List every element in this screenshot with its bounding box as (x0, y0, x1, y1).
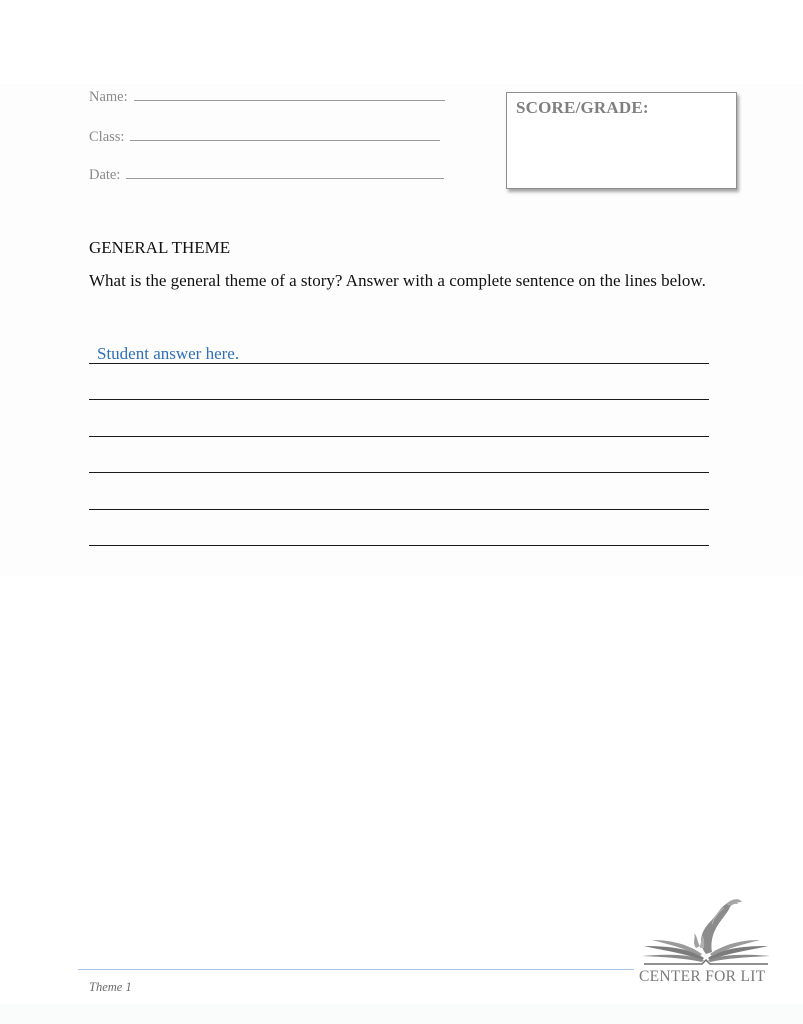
name-field[interactable] (89, 89, 445, 106)
answer-line[interactable] (89, 437, 709, 474)
student-answer-text[interactable]: Student answer here. (97, 343, 240, 363)
name-blank-line[interactable] (134, 99, 445, 101)
score-grade-box[interactable] (506, 92, 737, 189)
pelican-book-icon (640, 896, 772, 968)
section-heading: GENERAL THEME (89, 238, 231, 257)
score-grade-title: SCORE/GRADE: (516, 98, 649, 117)
answer-line[interactable] (89, 340, 709, 364)
answer-line[interactable] (89, 364, 709, 401)
answer-line[interactable] (89, 400, 709, 437)
logo-text: CENTER FOR LIT (639, 968, 766, 985)
answer-line[interactable] (89, 510, 709, 547)
class-label: Class: (89, 129, 125, 145)
page-bottom-band (0, 1004, 803, 1024)
center-for-lit-logo (636, 896, 776, 988)
answer-line[interactable] (89, 473, 709, 510)
class-field[interactable] (89, 129, 440, 146)
date-label: Date: (89, 167, 121, 183)
date-field[interactable] (89, 167, 444, 184)
answer-area[interactable] (89, 340, 709, 546)
footer-page-label: Theme 1 (89, 980, 132, 994)
date-blank-line[interactable] (126, 177, 444, 179)
class-blank-line[interactable] (130, 139, 440, 141)
question-text: What is the general theme of a story? Answer with a complete sentence on the lines below. (89, 271, 706, 290)
name-label: Name: (89, 89, 128, 105)
footer-divider (78, 969, 634, 970)
